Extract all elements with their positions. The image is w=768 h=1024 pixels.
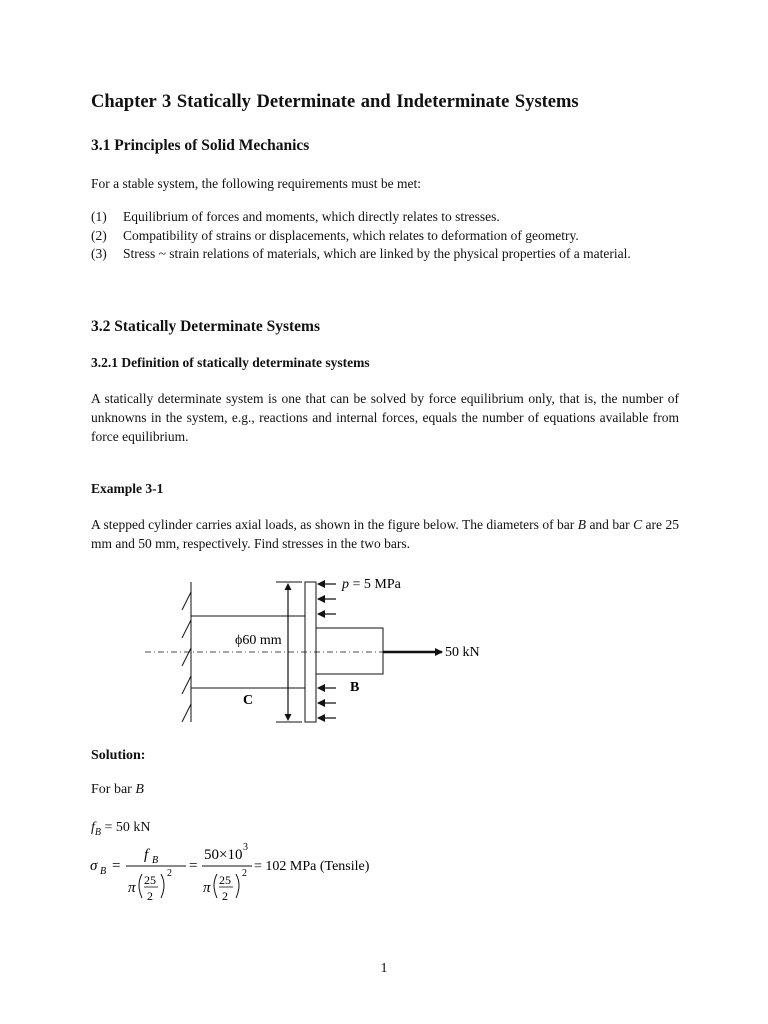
list-item: (1) Equilibrium of forces and moments, which directly relates to stresses. — [91, 209, 500, 224]
bar-b — [316, 628, 383, 674]
diameter-label: ϕ60 mm — [235, 633, 282, 648]
svg-text:f: f — [144, 847, 149, 863]
load-label: 50 kN — [445, 645, 480, 660]
section-heading-3-1: 3.1 Principles of Solid Mechanics — [91, 137, 310, 154]
svg-text:σ: σ — [90, 858, 98, 874]
solution-label: Solution: — [91, 748, 146, 763]
svg-text:=: = — [189, 858, 198, 874]
svg-text:B: B — [152, 855, 159, 866]
svg-text:25: 25 — [219, 873, 231, 887]
pressure-label: p = 5 MPa — [342, 577, 401, 592]
svg-text:π: π — [203, 880, 211, 896]
svg-text:B: B — [100, 866, 107, 877]
requirements-intro: For a stable system, the following requirements must be met: — [91, 176, 421, 191]
for-bar-b: For bar B — [91, 782, 144, 797]
svg-text:2: 2 — [242, 868, 247, 879]
subsection-heading-3-2-1: 3.2.1 Definition of statically determinate systems — [91, 355, 370, 370]
svg-text:= 102 MPa (Tensile): = 102 MPa (Tensile) — [254, 859, 370, 874]
svg-text:3: 3 — [243, 842, 248, 853]
list-item: (2) Compatibility of strains or displacements, which relates to deformation of geometry. — [91, 227, 579, 243]
example-statement: A stepped cylinder carries axial loads, as shown in the figure below. The diameters of bar B and bar C are 25 mm and 50 mm, respectively. Find stresses in the two bars. — [91, 517, 679, 551]
page-number: 1 — [380, 961, 388, 976]
definition-paragraph: A statically determinate system is one that can be solved by force equilibrium only, that is, the number of unknowns in the system, e.g., reactions and internal forces, equals the number of equations available from force equilibrium. — [91, 391, 679, 444]
stepped-cylinder-figure — [140, 572, 500, 732]
equation-force: $f_B = 50$ kN — [91, 820, 151, 838]
pressure-arrows — [318, 584, 336, 718]
svg-text:50×10: 50×10 — [204, 847, 243, 863]
section-heading-3-2: 3.2 Statically Determinate Systems — [91, 318, 321, 335]
bar-b-label: B — [350, 680, 360, 695]
chapter-title: Chapter 3 Statically Determinate and Indeterminate Systems — [91, 92, 579, 112]
svg-text:π: π — [128, 880, 136, 896]
equation-stress — [88, 838, 408, 912]
requirements-list — [91, 208, 679, 264]
svg-text:25: 25 — [144, 873, 156, 887]
svg-text:2: 2 — [147, 889, 153, 903]
svg-text:2: 2 — [222, 889, 228, 903]
example-title: Example 3-1 — [91, 481, 164, 496]
list-item: (3) Stress ~ strain relations of materials, which are linked by the physical properties of a material. — [91, 246, 631, 261]
svg-text:=: = — [112, 858, 121, 874]
svg-text:2: 2 — [167, 868, 172, 879]
bar-c-label: C — [243, 693, 254, 708]
